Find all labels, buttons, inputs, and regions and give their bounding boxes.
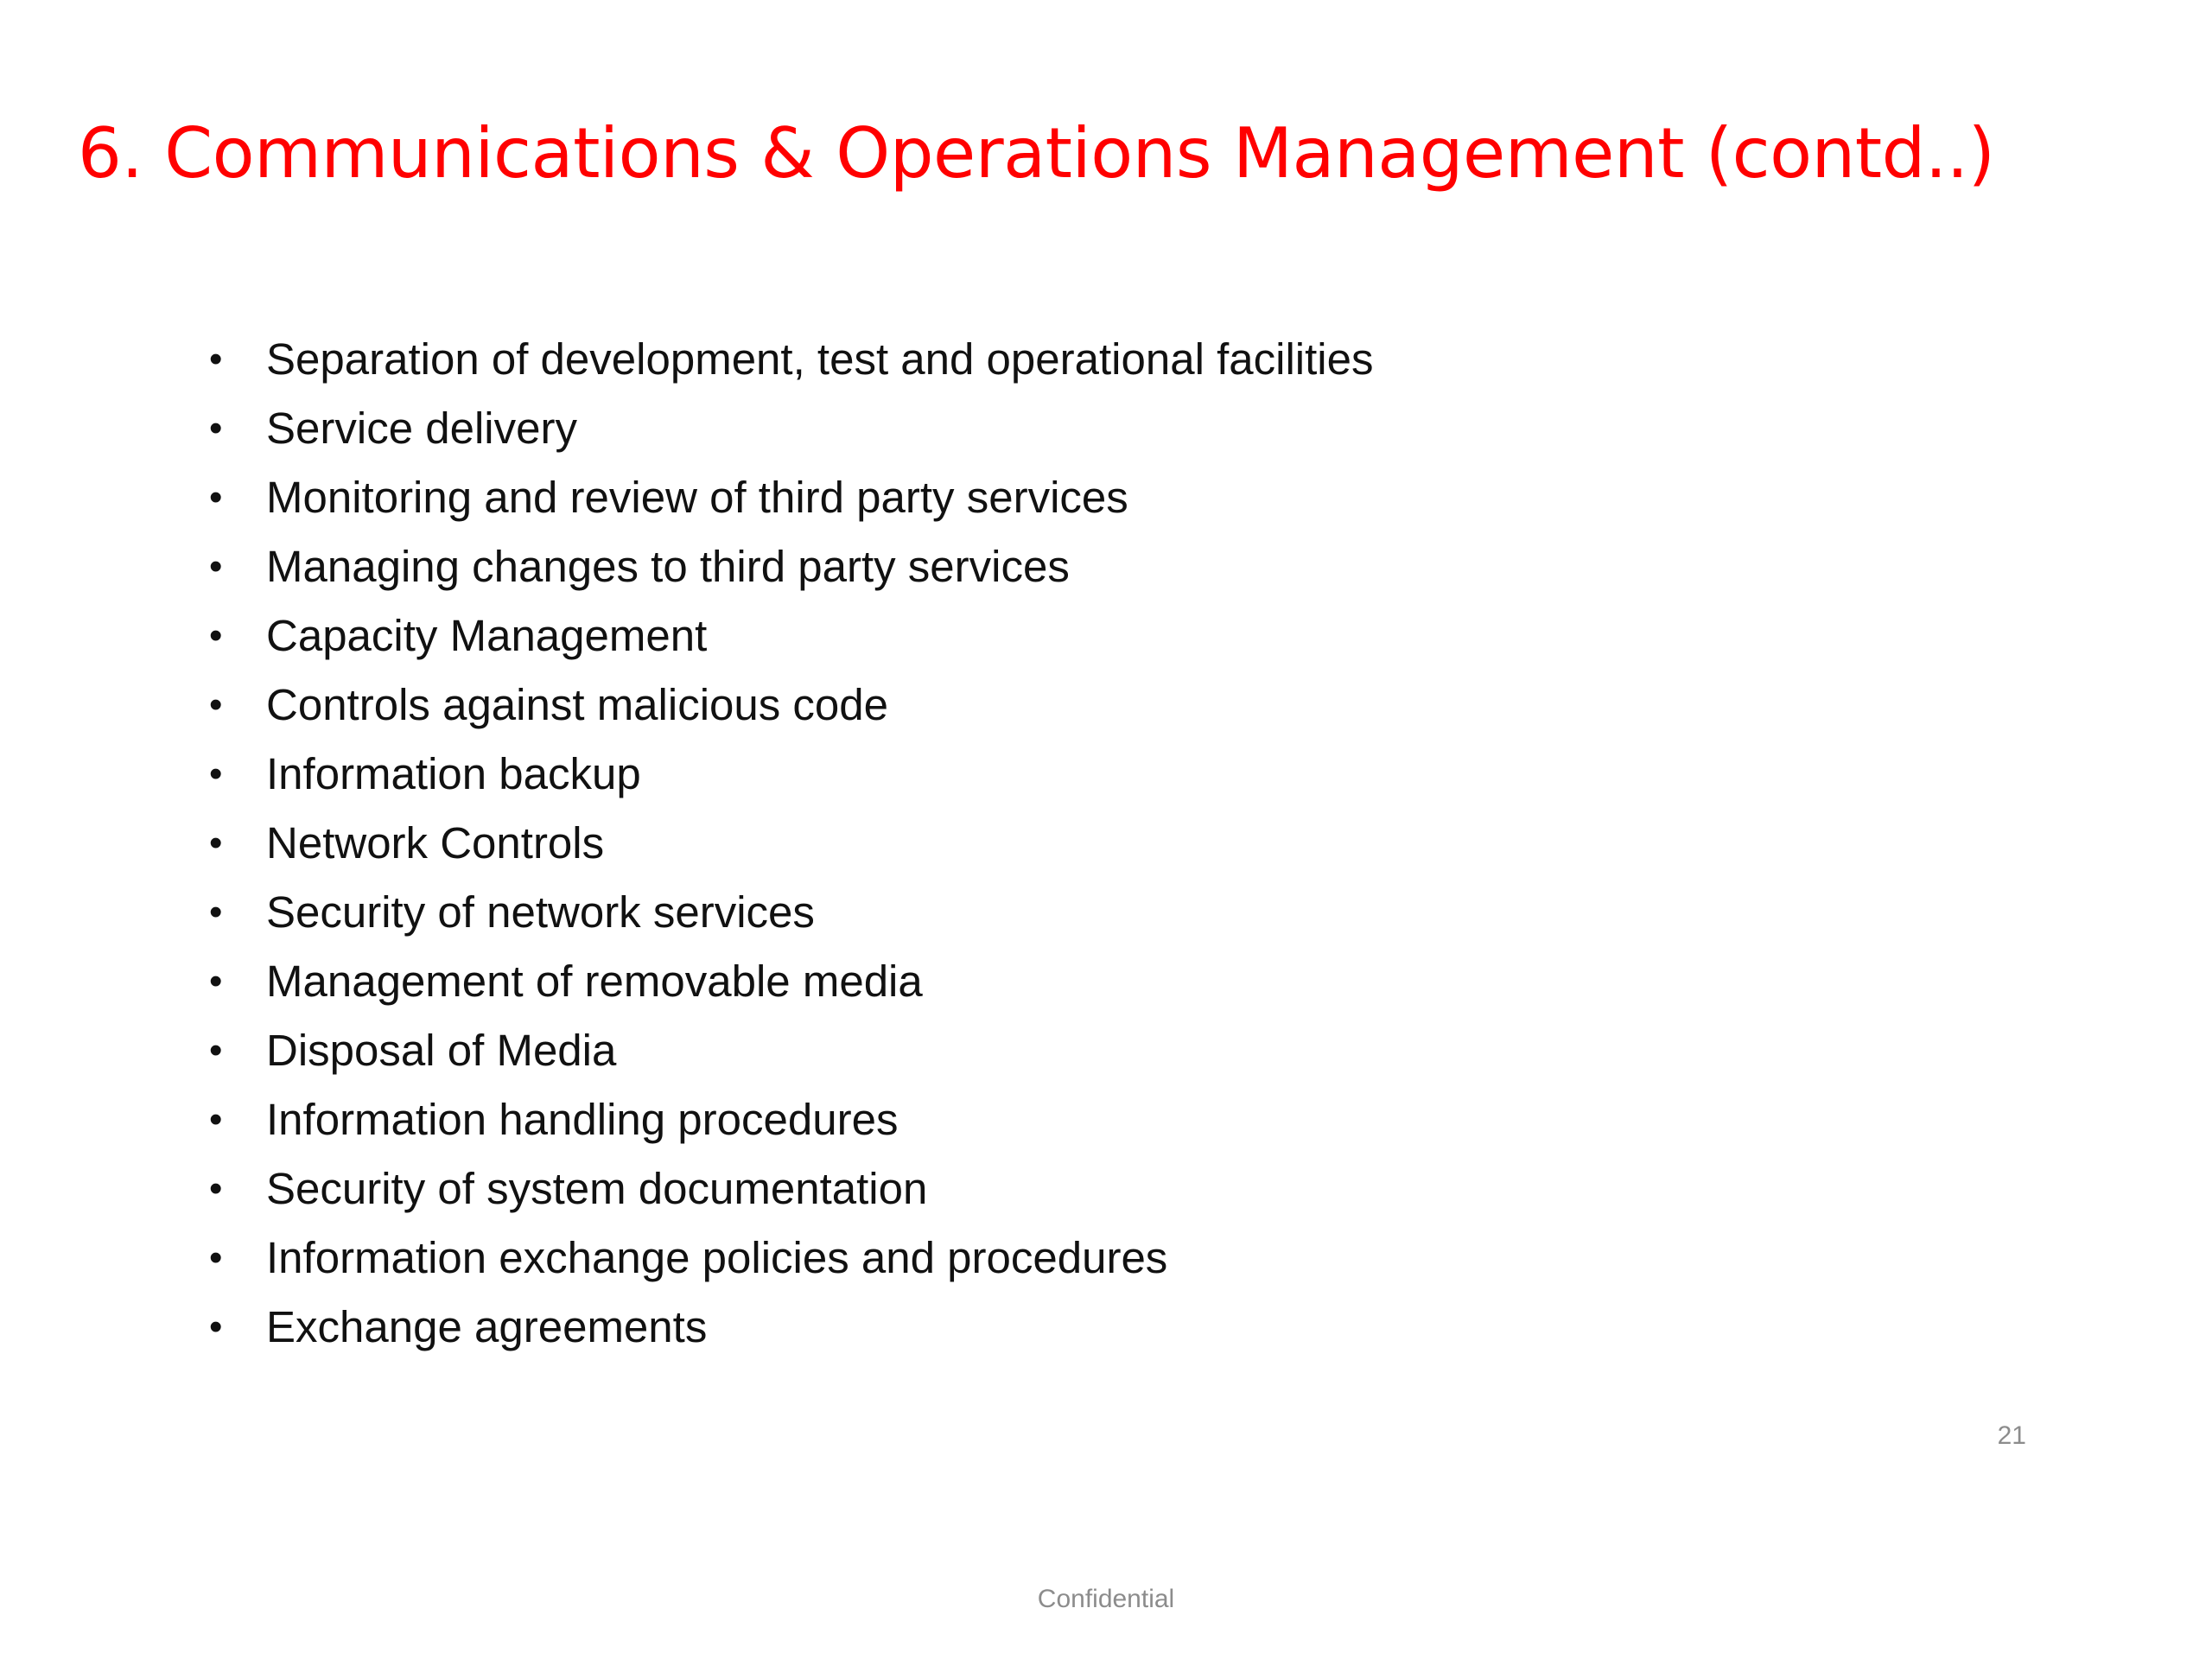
bullet-icon: • (209, 753, 223, 795)
list-item (200, 947, 1373, 1016)
bullet-list (200, 325, 1373, 1362)
list-item-text: Capacity Management (266, 611, 708, 660)
list-item (200, 809, 1373, 878)
bullet-icon: • (209, 683, 223, 726)
list-item (200, 1224, 1373, 1293)
list-item (200, 1154, 1373, 1224)
list-item-text: Information backup (266, 749, 641, 798)
list-item (200, 394, 1373, 463)
bullet-icon: • (209, 1098, 223, 1141)
list-item (200, 878, 1373, 947)
list-item-text: Information exchange policies and procedures (266, 1233, 1168, 1282)
list-item-text: Network Controls (266, 818, 605, 868)
list-item (200, 1293, 1373, 1362)
bullet-icon: • (209, 1029, 223, 1071)
bullet-icon: • (209, 1306, 223, 1348)
bullet-icon: • (209, 407, 223, 449)
bullet-icon: • (209, 338, 223, 380)
list-item (200, 325, 1373, 394)
list-item-text: Management of removable media (266, 957, 923, 1006)
page-number: 21 (1997, 1421, 2026, 1450)
footer-confidential: Confidential (1037, 1585, 1175, 1613)
bullet-icon: • (209, 822, 223, 864)
list-item (200, 532, 1373, 601)
list-item-text: Separation of development, test and operational facilities (266, 334, 1374, 384)
bullet-icon: • (209, 545, 223, 588)
list-item-text: Information handling procedures (266, 1095, 899, 1144)
list-item-text: Security of system documentation (266, 1164, 928, 1213)
list-item (200, 1016, 1373, 1085)
list-item-text: Exchange agreements (266, 1302, 708, 1351)
bullet-icon: • (209, 614, 223, 657)
list-item-text: Service delivery (266, 404, 577, 453)
list-item-text: Disposal of Media (266, 1026, 617, 1075)
bullet-icon: • (209, 1167, 223, 1210)
bullet-icon: • (209, 960, 223, 1002)
bullet-icon: • (209, 891, 223, 933)
list-item-text: Managing changes to third party services (266, 542, 1070, 591)
bullet-icon: • (209, 1236, 223, 1279)
bullet-icon: • (209, 476, 223, 518)
list-item (200, 463, 1373, 532)
list-item-text: Monitoring and review of third party services (266, 473, 1128, 522)
list-item (200, 1085, 1373, 1154)
list-item (200, 601, 1373, 671)
list-item-text: Security of network services (266, 887, 815, 937)
list-item (200, 671, 1373, 740)
list-item-text: Controls against malicious code (266, 680, 889, 729)
slide-title: 6. Communications & Operations Management (contd..) (78, 113, 1995, 194)
list-item (200, 740, 1373, 809)
